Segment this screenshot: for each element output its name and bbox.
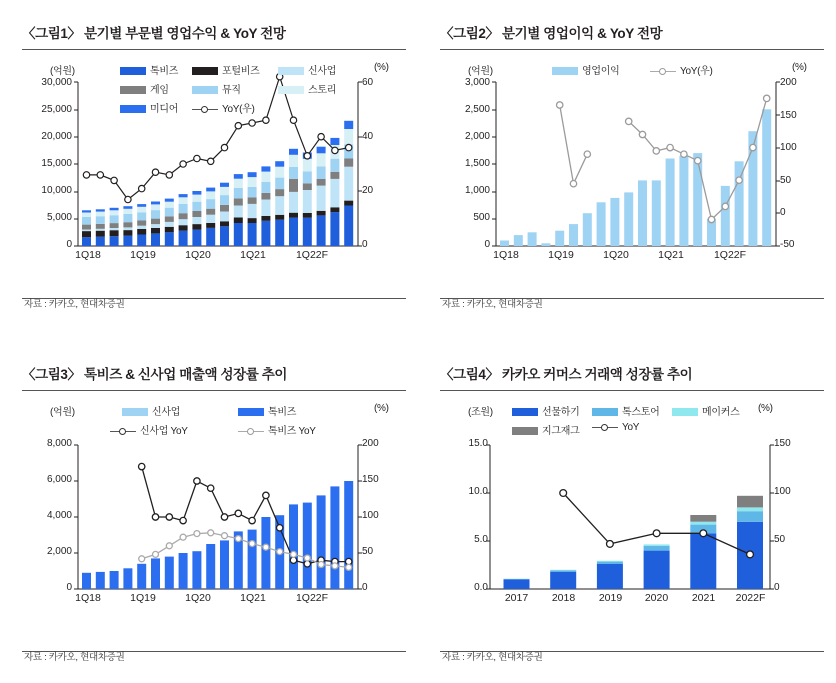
figure-1-plot [22,64,406,274]
figure-panel-3 [0,341,418,683]
x-tick: 1Q22F [295,249,329,261]
legend-swatch-icon [278,86,304,94]
x-tick: 1Q19 [130,592,156,604]
y-tick: 10,000 [41,185,72,196]
y-tick: 0 [66,582,72,593]
legend-label: 영업이익 [582,66,620,77]
legend-label: 신사업 [308,66,337,77]
legend-label: 신사업 [152,407,181,418]
figure-1-legend-media [120,100,178,115]
y-tick: 8,000 [46,438,72,449]
figure-2-title-rule [440,49,824,50]
legend-line-icon [238,427,264,435]
x-tick: 1Q18 [75,592,101,604]
legend-swatch-icon [592,408,618,416]
figure-panel-4 [418,341,836,683]
legend-swatch-icon [122,408,148,416]
y2-tick: 20 [362,185,374,196]
y2-tick: 50 [362,546,374,557]
y-tick: 2,000 [46,546,72,557]
x-tick: 1Q20 [185,592,211,604]
legend-label: 지그재그 [542,426,580,437]
x-tick: 1Q20 [603,249,629,261]
figure-3-left-unit: (억원) [50,407,75,418]
figure-3-bars [82,481,353,589]
figure-4-plot [440,405,824,615]
y-tick: 1,500 [464,158,490,169]
legend-line-icon [592,423,618,431]
x-tick: 1Q21 [240,249,266,261]
figure-2-legend-yoy [650,62,713,77]
legend-swatch-icon [512,427,538,435]
figure-4-legend-talkstore [592,403,659,418]
figure-1-right-unit: (%) [374,62,389,73]
legend-swatch-icon [120,105,146,113]
y-tick: 1,000 [464,185,490,196]
x-tick: 2017 [504,592,529,604]
figure-1-legend-story [278,81,336,96]
legend-swatch-icon [512,408,538,416]
y2-tick: 50 [780,175,792,186]
x-tick: 1Q21 [658,249,684,261]
x-tick: 2022F [735,592,766,604]
legend-label: 스토리 [308,85,337,96]
legend-label: 톡비즈 [268,407,297,418]
figure-4-source: 자료 : 카카오, 현대차증권 [442,652,543,663]
legend-swatch-icon [192,86,218,94]
figure-2-title: 〈그림2〉 분기별 영업이익 & YoY 전망 [440,26,663,41]
legend-label: 톡스토어 [622,407,660,418]
y2-tick: 40 [362,131,374,142]
legend-label: 신사업 YoY [140,426,188,437]
figure-1-legend-game [120,81,169,96]
legend-label: 게임 [150,85,169,96]
figure-3-title: 〈그림3〉 톡비즈 & 신사업 매출액 성장률 추이 [22,367,288,382]
legend-swatch-icon [552,67,578,75]
y-tick: 5.0 [474,534,488,545]
x-tick: 1Q22F [713,249,747,261]
legend-line-icon [650,67,676,75]
figure-4-left-unit: (조원) [468,407,493,418]
y2-tick: 100 [774,486,791,497]
x-tick: 2018 [551,592,576,604]
x-tick: 1Q18 [493,249,519,261]
figure-3-legend-newbiz [122,403,180,418]
figure-2-plot [440,64,824,274]
y-tick: 30,000 [41,77,72,88]
y-tick: 15.0 [468,438,488,449]
figure-3-title-rule [22,390,406,391]
y2-tick: 100 [780,142,797,153]
legend-label: 선물하기 [542,407,580,418]
figure-2-legend-op [552,62,619,77]
figure-2-svg [440,64,824,274]
figure-4-legend-yoy [592,422,639,433]
y-tick: 2,500 [464,104,490,115]
figure-3-svg [22,405,406,615]
y-tick: 0 [484,239,490,250]
y-tick: 25,000 [41,104,72,115]
x-tick: 1Q19 [548,249,574,261]
legend-swatch-icon [238,408,264,416]
legend-swatch-icon [278,67,304,75]
x-tick: 2021 [691,592,716,604]
y2-tick: 0 [362,239,368,250]
legend-label: YoY(우) [680,66,713,77]
figure-3-plot [22,405,406,615]
legend-swatch-icon [672,408,698,416]
x-tick: 1Q19 [130,249,156,261]
legend-line-icon [110,427,136,435]
figure-panel-1 [0,0,418,341]
y-tick: 20,000 [41,131,72,142]
x-tick: 1Q20 [185,249,211,261]
y-tick: 3,000 [464,77,490,88]
figure-4-legend-zigzag [512,422,579,437]
figure-3-source: 자료 : 카카오, 현대차증권 [24,652,125,663]
figure-1-legend-yoy [192,100,255,115]
y2-tick: -50 [780,239,795,250]
x-tick: 1Q18 [75,249,101,261]
x-tick: 2020 [644,592,669,604]
y2-tick: 100 [362,510,379,521]
y-tick: 15,000 [41,158,72,169]
figure-3-legend-tokbiz [238,403,296,418]
legend-line-icon [192,105,218,113]
y2-tick: 150 [362,474,379,485]
figure-4-legend-makers [672,403,739,418]
legend-swatch-icon [120,86,146,94]
figure-1-legend-tokbiz [120,62,178,77]
figure-4-svg [440,405,824,615]
legend-swatch-icon [120,67,146,75]
figure-2-bars [500,109,771,246]
y-tick: 6,000 [46,474,72,485]
figure-1-legend-music [192,81,241,96]
figure-1-legend-newbiz [278,62,336,77]
legend-label: 톡비즈 [150,66,179,77]
legend-label: 톡비즈 YoY [268,426,316,437]
legend-label: 포털비즈 [222,66,260,77]
x-tick: 1Q21 [240,592,266,604]
y-tick: 500 [473,212,490,223]
y2-tick: 200 [362,438,379,449]
figure-1-title-rule [22,49,406,50]
y-tick: 2,000 [464,131,490,142]
figure-4-right-unit: (%) [758,403,773,414]
y2-tick: 150 [780,110,797,121]
y2-tick: 200 [780,77,797,88]
y-tick: 0.0 [474,582,488,593]
y2-tick: 50 [774,534,786,545]
figure-1-legend-portalbiz [192,62,259,77]
figure-1-left-unit: (억원) [50,66,75,77]
figure-panel-2 [418,0,836,341]
y2-tick: 0 [362,582,368,593]
figure-1-source: 자료 : 카카오, 현대차증권 [24,299,125,310]
x-tick: 1Q22F [295,592,329,604]
figure-3-legend-newbiz-yoy [110,422,188,437]
figure-4-title-rule [440,390,824,391]
y-tick: 5,000 [46,212,72,223]
legend-label: YoY [622,422,640,433]
legend-swatch-icon [192,67,218,75]
y-tick: 10.0 [468,486,488,497]
x-tick: 2019 [598,592,623,604]
legend-label: 미디어 [150,104,179,115]
figure-3-legend-tokbiz-yoy [238,422,316,437]
y2-tick: 0 [774,582,780,593]
figure-1-bars [82,121,353,246]
legend-label: 메이커스 [702,407,740,418]
figure-4-title: 〈그림4〉 카카오 커머스 거래액 성장률 추이 [440,367,693,382]
y-tick: 0 [66,239,72,250]
legend-label: 뮤직 [222,85,241,96]
figure-2-left-unit: (억원) [468,66,493,77]
y-tick: 4,000 [46,510,72,521]
y2-tick: 0 [780,207,786,218]
figure-2-right-unit: (%) [792,62,807,73]
figure-1-title: 〈그림1〉 분기별 부문별 영업수익 & YoY 전망 [22,26,286,41]
y2-tick: 150 [774,438,791,449]
legend-label: YoY(우) [222,104,255,115]
figure-4-legend-gift [512,403,579,418]
figure-2-source: 자료 : 카카오, 현대차증권 [442,299,543,310]
y2-tick: 60 [362,77,374,88]
figure-3-right-unit: (%) [374,403,389,414]
